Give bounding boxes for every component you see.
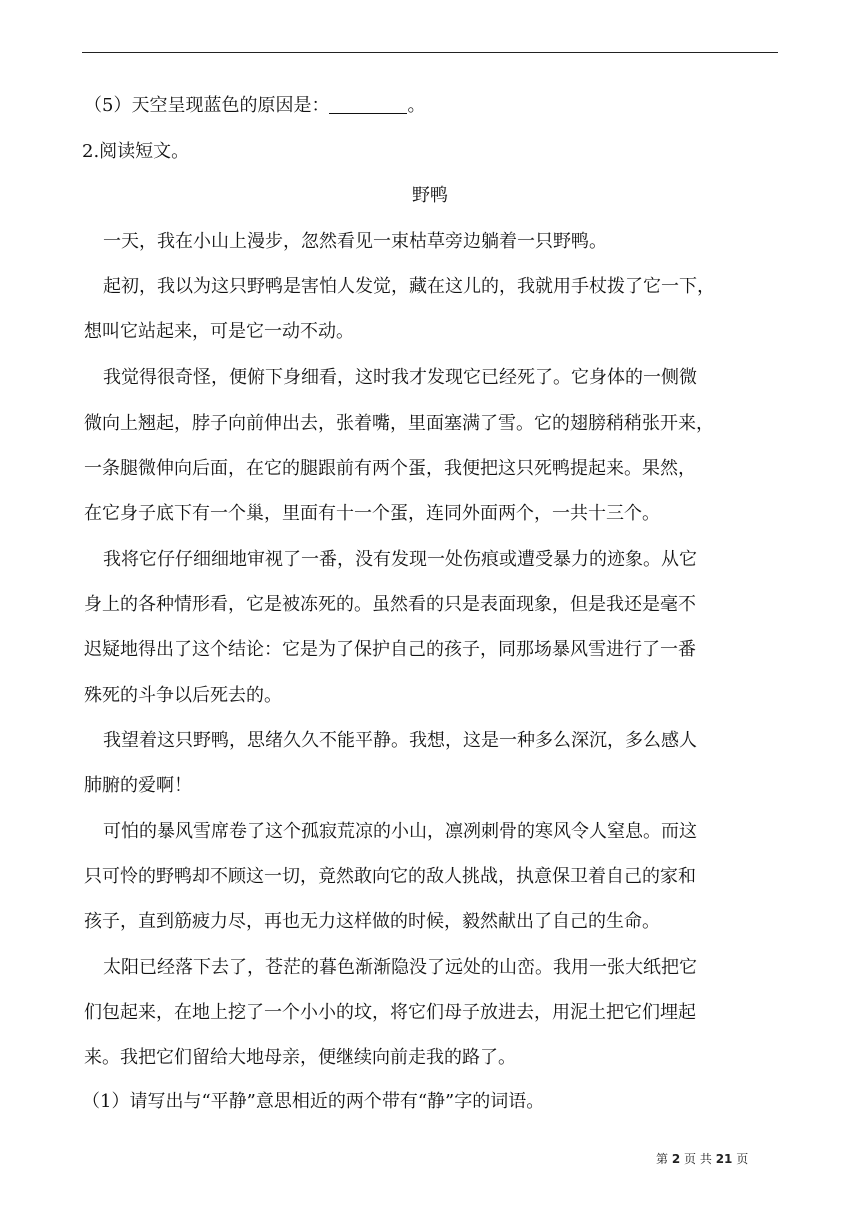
passage-line: 一天，我在小山上漫步，忽然看见一束枯草旁边躺着一只野鸭。 xyxy=(103,231,607,252)
passage-line: 殊死的斗争以后死去的。 xyxy=(84,685,282,706)
passage-line: 可怕的暴风雪席卷了这个孤寂荒凉的小山，凛冽刺骨的寒风令人窒息。而这 xyxy=(103,821,697,842)
answer-blank[interactable] xyxy=(329,95,407,114)
passage-line: 太阳已经落下去了，苍茫的暮色渐渐隐没了远处的山峦。我用一张大纸把它 xyxy=(103,957,697,978)
total-pages: 21 xyxy=(715,1152,733,1166)
passage-line: 想叫它站起来，可是它一动不动。 xyxy=(84,321,354,342)
header-rule xyxy=(82,52,778,53)
passage-title: 野鸭 xyxy=(412,185,448,206)
page-footer xyxy=(656,1150,748,1167)
question-5 xyxy=(84,94,784,118)
footer-prefix: 第 xyxy=(656,1152,669,1166)
passage-line: 来。我把它们留给大地母亲，便继续向前走我的路了。 xyxy=(84,1047,516,1068)
passage-line: 在它身子底下有一个巢，里面有十一个蛋，连同外面两个，一共十三个。 xyxy=(84,503,660,524)
footer-suffix: 页 xyxy=(736,1152,749,1166)
current-page: 2 xyxy=(671,1152,681,1166)
question-5-suffix: 。 xyxy=(407,95,426,116)
question-1: （1）请写出与“平静”意思相近的两个带有“静”字的词语。 xyxy=(82,1091,545,1112)
passage-line: 身上的各种情形看，它是被冻死的。虽然看的只是表面现象，但是我还是毫不 xyxy=(84,594,696,615)
passage-line: 我觉得很奇怪，便俯下身细看，这时我才发现它已经死了。它身体的一侧微 xyxy=(103,367,697,388)
footer-middle: 页 共 xyxy=(684,1152,712,1166)
passage-line: 孩子，直到筋疲力尽，再也无力这样做的时候，毅然献出了自己的生命。 xyxy=(84,911,660,932)
passage-line: 我望着这只野鸭，思绪久久不能平静。我想，这是一种多么深沉，多么感人 xyxy=(103,730,697,751)
question-5-text: （5）天空呈现蓝色的原因是： xyxy=(84,95,330,116)
passage-line: 我将它仔仔细细地审视了一番，没有发现一处伤痕或遭受暴力的迹象。从它 xyxy=(103,549,697,570)
section-2-heading: 2.阅读短文。 xyxy=(82,141,190,162)
passage-line: 迟疑地得出了这个结论：它是为了保护自己的孩子，同那场暴风雪进行了一番 xyxy=(84,639,696,660)
passage-line: 起初，我以为这只野鸭是害怕人发觉，藏在这儿的，我就用手杖拨了它一下， xyxy=(103,276,715,297)
passage-line: 只可怜的野鸭却不顾这一切，竟然敢向它的敌人挑战，执意保卫着自己的家和 xyxy=(84,866,696,887)
passage-line: 肺腑的爱啊！ xyxy=(84,775,192,796)
passage-line: 微向上翘起，脖子向前伸出去，张着嘴，里面塞满了雪。它的翅膀稍稍张开来， xyxy=(84,413,714,434)
passage-line: 一条腿微伸向后面，在它的腿跟前有两个蛋，我便把这只死鸭提起来。果然， xyxy=(84,458,696,479)
passage-line: 们包起来，在地上挖了一个小小的坟，将它们母子放进去，用泥土把它们埋起 xyxy=(84,1002,696,1023)
